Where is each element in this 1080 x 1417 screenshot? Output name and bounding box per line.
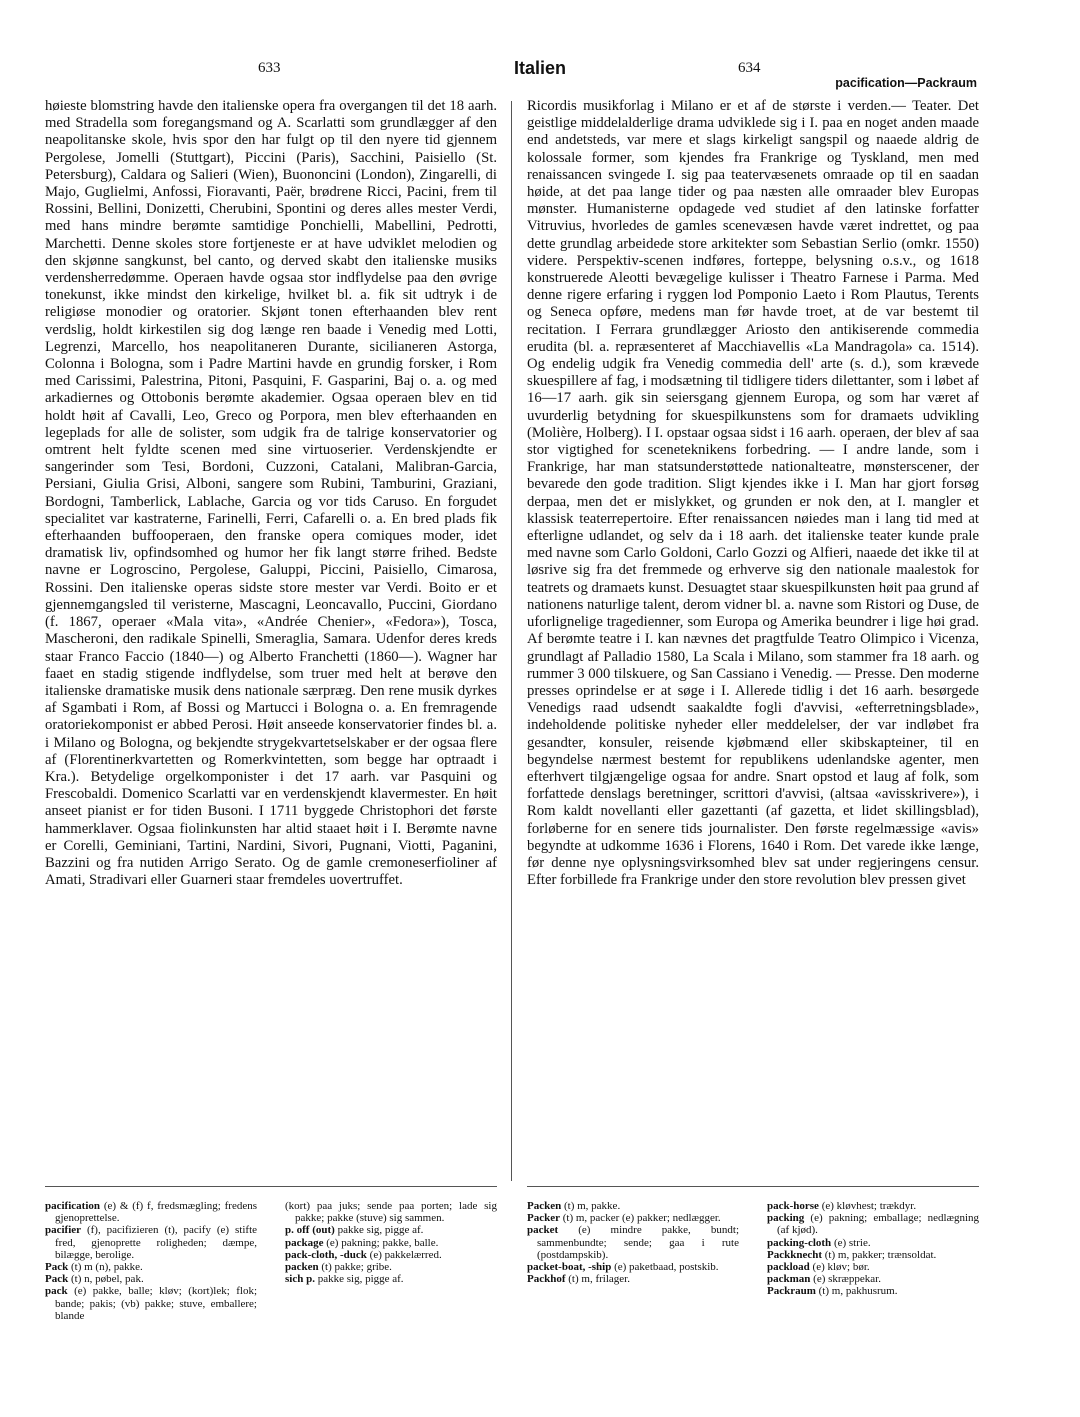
glossary-headword: Pack (45, 1273, 69, 1286)
glossary-entry (45, 1224, 257, 1261)
glossary-column-1 (45, 1200, 257, 1322)
glossary-headword: pack (45, 1285, 68, 1298)
glossary-definition: (e) pakning; emballage; nedlægning (af kjød). (777, 1212, 979, 1237)
glossary-entry (527, 1212, 739, 1224)
glossary-entry (767, 1261, 979, 1273)
glossary-headword: Packer (527, 1212, 560, 1225)
glossary-definition: (e) & (f) f, fredsmægling; fredens gjenoprettelse. (55, 1200, 258, 1225)
glossary-definition: (e) mindre pakke, bundt; sammenbundte; sende; gaa i rute (postdampskib). (537, 1224, 740, 1261)
glossary-entry (767, 1285, 979, 1297)
glossary-definition: (f), pacifizieren (t), pacify (e) stifte fred, gjenoprette roligheden; dæmpe, bilægge, berolige. (55, 1224, 258, 1261)
glossary-headword: packen (285, 1261, 319, 1274)
glossary-definition: (e) kløvhest; trækdyr. (821, 1200, 917, 1212)
glossary-column-2 (285, 1200, 497, 1285)
glossary-entry (767, 1249, 979, 1261)
glossary-headword: Packhof (527, 1273, 566, 1286)
glossary-headword: packet-boat, -ship (527, 1261, 612, 1274)
glossary-definition: (t) n, pøbel, pak. (70, 1273, 144, 1286)
glossary-entry (285, 1237, 497, 1249)
glossary-entry (767, 1212, 979, 1236)
glossary-headword: pacifier (45, 1224, 82, 1237)
glossary-entry (45, 1273, 257, 1285)
glossary-definition: (e) pakke, balle; kløv; (kort)lek; flok; bande; pakis; (vb) pakke; stuve, emballere; blande (55, 1285, 257, 1322)
glossary-headword: Pack (45, 1261, 69, 1274)
glossary-entry (527, 1261, 739, 1273)
glossary-entry (285, 1249, 497, 1261)
glossary-definition: (t) pakke; gribe. (321, 1261, 392, 1274)
glossary-entry (45, 1200, 257, 1224)
glossary-entry (527, 1200, 739, 1212)
glossary-definition: (t) m, frilager. (568, 1273, 630, 1286)
glossary-headword: Packraum (767, 1285, 816, 1298)
glossary-entry (767, 1237, 979, 1249)
glossary-definition: (e) pakning; pakke, balle. (326, 1236, 439, 1249)
glossary-definition: (e) skræppekar. (813, 1273, 881, 1286)
glossary-headword: p. off (out) (285, 1224, 335, 1237)
glossary-entry (45, 1285, 257, 1322)
glossary-column-3 (527, 1200, 739, 1285)
glossary-definition: (t) m, pakhusrum. (818, 1285, 898, 1298)
glossary-headword: Packknecht (767, 1248, 822, 1261)
page-title: Italien (513, 58, 566, 78)
glossary-entry (767, 1273, 979, 1285)
column-divider (511, 101, 512, 1181)
glossary-entry (285, 1261, 497, 1273)
glossary-definition: (e) pakkelærred. (369, 1248, 442, 1261)
glossary-definition: (t) m, pakker; trænsoldat. (824, 1248, 937, 1261)
glossary-column-4 (767, 1200, 979, 1298)
glossary-headword: packload (767, 1261, 810, 1274)
glossary-entry (285, 1200, 497, 1224)
glossary-definition: (e) strie. (833, 1236, 871, 1249)
glossary-entry (285, 1224, 497, 1236)
glossary-headword: sich p. (285, 1273, 315, 1286)
glossary-definition: (t) m, pakke. (563, 1200, 621, 1212)
glossary-definition: (t) m, packer (e) pakker; nedlægger. (562, 1212, 721, 1225)
glossary-definition: (kort) paa juks; sende paa porten; lade sig pakke; pakke (stuve) sig sammen. (285, 1200, 497, 1225)
glossary-entry (45, 1261, 257, 1273)
glossary-headword: packing-cloth (767, 1236, 832, 1249)
glossary-headword: pack-cloth, -duck (285, 1248, 367, 1261)
glossary-headword: pacification (45, 1200, 100, 1212)
glossary-headword: packet (527, 1224, 559, 1237)
glossary-definition: pakke sig, pigge af. (337, 1224, 424, 1237)
glossary-definition: (t) m (n), pakke. (70, 1261, 143, 1274)
glossary-definition: (e) paketbaad, postskib. (614, 1261, 719, 1274)
running-head-keywords: pacification—Packraum (835, 76, 977, 90)
glossary-entry (527, 1224, 739, 1261)
glossary-entry (285, 1273, 497, 1285)
glossary-headword: package (285, 1236, 324, 1249)
glossary-definition: pakke sig, pigge af. (317, 1273, 404, 1286)
text-column-right: Ricordis musikforlag i Milano er et af de største i verden.— Teater. Det geistlige middelalderlige drama udviklede sig i I. paa en noget anden maade end andetsteds, var mere et slags kirkeligt sangspil og naaede aldrig de kolossale former, som kjendes fra Frankrige og Tyskland, men med renaissancen svingede I. sig paa teatervæsenets omraade op til en saadan høide, at det paa lange tider og paa næsten alle omraader blev Europas mønster. Humanisterne opdagede ved studiet af den latinske forfatter Vitruvius, hvorledes de gamles scenevæsen havde været indrettet, og paa dette grundlag arbeidede store arkitekter som Sebastian Serlio (omkr. 1550) videre. Perspektiv-scenen indføres, forteppe, belysning o.s.v., og 1618 konstruerede Aleotti bevægelige kulisser i Theatro Farnese i Parma. Med denne rigere erfaring i ryggen lod Pomponio Laeto i Rom Plautus, Terents og Seneca opføre, medens man før havde troet, at de var bestemt til recitation. I Ferrara grundlægger Ariosto den antikiserende commedia erudita (bl. a. repræsenteret af Macchiavellis «La Mandragola» ca. 1514). Og endelig udgik fra Venedig commedia dell' arte (s. d.), som krævede skuespillere af fag, i modsætning til tidligere tiders dilettanter, som i løbet af 16—17 aarh. gik sin seiersgang gjennem Europa, og som har været af uvurderlig betydning for skuespilkunstens som for dramaets udvikling (Molière, Holberg). I I. opstaar ogsaa sidst i 16 aarh. operaen, der blev af saa stor vigtighed for sceneteknikens forbedring. — I andre lande, som i Frankrige, har man statsunderstøttede nationalteatre, mønsterscener, der bevarede den gode tradition. Sligt kjendes ikke i I. Man har gjort forsøg derpaa, men det er mislykket, og grunden er nok den, at I. mangler et klassisk teaterrepertoire. Efter renaissancen nøiedes man i lang tid med at efterligne udlandet, og selv da i 18 aarh. det italienske teater kunde prale med navne som Carlo Goldoni, Carlo Gozzi og Alfieri, naaede det ikke til at løsrive sig fra det fremmede og erhverve sig den nationale maalestok for teatrets og dramaets kunst. Desuagtet staar skuespilkunsten høit paa grund af nationens naturlige talent, derom vidner bl. a. navne som Ristori og Duse, de uforlignelige tragedienner, som Europa og Amerika beundrer i lige høi grad. Af berømte teatre i I. kan nævnes det pragtfulde Teatro Olimpico i Vicenza, grundlagt af Palladio 1580, La Scala i Milano, som stammer fra 18 aarh. og rummer 3 000 tilskuere, og San Cassiano i Venedig. — Presse. Den moderne presses oprindelse er at søge i I. Allerede tidlig i det 16 aarh. besørgede Venedigs raad udsendt saakaldte fogli d'avvisi, «efterretningsblade», indeholdende politiske nyheder eller meddelelser, der var indløbet fra gesandter, konsuler, reisende kjøbmænd eller skibskapteiner, til en begyndelse nærmest bestemt for republikens udenlandske agenter, men efterhvert tilgjængelige ogsaa for andre. Snart opstod et laug af folk, som forfattede denslags beretninger, scrittori d'avvisi, (altsaa «avisskrivere»), i Rom kaldt novellanti eller gazettanti (af gazetta, et lidet skillingsblad), forløberne for en senere tids journalister. Den første regelmæssige «avis» begyndte at udkomme 1636 i Florens, 1640 i Rom. Det varede ikke længe, før denne nye oplysningsvirksomhed blev sat under regjeringens censur. Efter forbillede fra Frankrige under den store revolution blev pressen givet (527, 98, 979, 889)
glossary-headword: packman (767, 1273, 811, 1286)
text-column-left: høieste blomstring havde den italienske opera fra overgangen til det 18 aarh. med Stradella som foregangsmand og A. Scarlatti som grundlægger af den neapolitanske skole, hvis spor den har fulgt op til den nyere tid gjennem Pergolese, Jomelli (Stuttgart), Piccini (Paris), Sacchini, Paisiello (St. Petersburg), Caldara og Salieri (Wien), Buononcini (London), Zingarelli, di Majo, Guglielmi, Anfossi, Fioravanti, Paër, brødrene Ricci, Pacini, frem til Rossini, Bellini, Donizetti, Cherubini, Spontini og deres alles mester Verdi, med hans mindre berømte samtidige Ponchielli, Mabellini, Pedrotti, Marchetti. Denne skoles store fortjeneste er at have udviklet melodien og den skjønne sangkunst, bel canto, og derved skabt den italienske musiks verdensherredømme. Operaen havde ogsaa stor indflydelse paa den øvrige tonekunst, ikke mindst den kirkelige, hvilket bl. a. fik sit udtryk i de religiøse monodier og oratorier. Skjønt tonen efterhaanden blev rent verdslig, holdt kirkestilen sig dog længe ren baade i Venedig med Lotti, Legrenzi, Marcello, hos neapolitaneren Durante, sicilianeren Astorga, Colonna i Bologna, som i Padre Martini havde en grundig forsker, i Rom med Carissimi, Palestrina, Pitoni, Pasquini, F. Gasparini, Baj o. a. og med arkadiernes og Ottobonis berømte akademier. Ogsaa operaen blev en tid holdt høit af Cavalli, Leo, Greco og Porpora, men blev efterhaanden en legeplads for alle de solister, som udgik fra de talrige konservatorier og omtrent helt fyldte scenen med sine virtuoserier. Verdenskjendte er sangerinder som Tesi, Bordoni, Cuzzoni, Catalani, Malibran-Garcia, Persiani, Giulia Grisi, Alboni, sangere som Rubini, Tamburini, Graziani, Bordogni, Tamberlick, Lablache, Garcia og vor tids Caruso. En forgudet specialitet var kastraterne, Farinelli, Ferri, Cafarelli o. a. En bred plads fik efterhaanden buffooperaen, den franske opera comiques moder, idet dramatisk liv, opfindsomhed og humor her fik langt større frihed. Bedste navne er Logroscino, Pergolese, Galuppi, Piccini, Paisiello, Cimarosa, Rossini. Den italienske operas sidste store mester var Verdi. Boito er et gjennemgangsled til veristerne, Mascagni, Leoncavallo, Puccini, Giordano (f. 1867, operaer «Mala vita», «Andrée Chenier», «Fedora»), Tosca, Mascheroni, den radikale Spinelli, Smeraglia, Samara. Udenfor deres kreds staar Franco Faccio (1840—) og Alberto Franchetti (1860—). Wagner har faaet en stadig stigende indflydelse, som truer med helt at berøve den italienske dramatiske musik dens nationale særpræg. Den rene musik dyrkes af Sgambati i Rom, af Bossi og Martucci i Bologna o. a. En fremragende oratoriekomponist er abbed Perosi. Høit anseede konservatorier findes bl. a. i Milano og Bologna, og bekjendte strygekvartetselskaber er der ogsaa flere af (Florentinerkvartetten og Romerkvintetten, som begge har optraadt i Kra.). Betydelige orgelkomponister i det 17 aarh. var Pasquini og Frescobaldi. Domenico Scarlatti var en verdenskjendt klavermester. En høit anseet pianist er for tiden Busoni. I 1711 byggede Christophori det første hammerklaver. Ogsaa fiolinkunsten har altid staaet høit i I. Berømte navne er Corelli, Geminiani, Tartini, Nardini, Sivori, Pugnani, Viotti, Paganini, Bazzini og fra nutiden Arrigo Serato. Og de gamle cremoneserfioliner af Amati, Stradivari eller Guarneri staar fremdeles uovertruffet. (45, 98, 497, 889)
glossary-headword: pack-horse (767, 1200, 819, 1212)
page-number-left: 633 (258, 60, 281, 76)
glossary-headword: packing (767, 1212, 805, 1225)
footnote-rule-right (527, 1186, 979, 1187)
glossary-entry (767, 1200, 979, 1212)
page-number-right: 634 (738, 60, 761, 76)
glossary-definition: (e) kløv; bør. (812, 1261, 870, 1274)
glossary-headword: Packen (527, 1200, 562, 1212)
glossary-entry (527, 1273, 739, 1285)
footnote-rule-left (45, 1186, 497, 1187)
